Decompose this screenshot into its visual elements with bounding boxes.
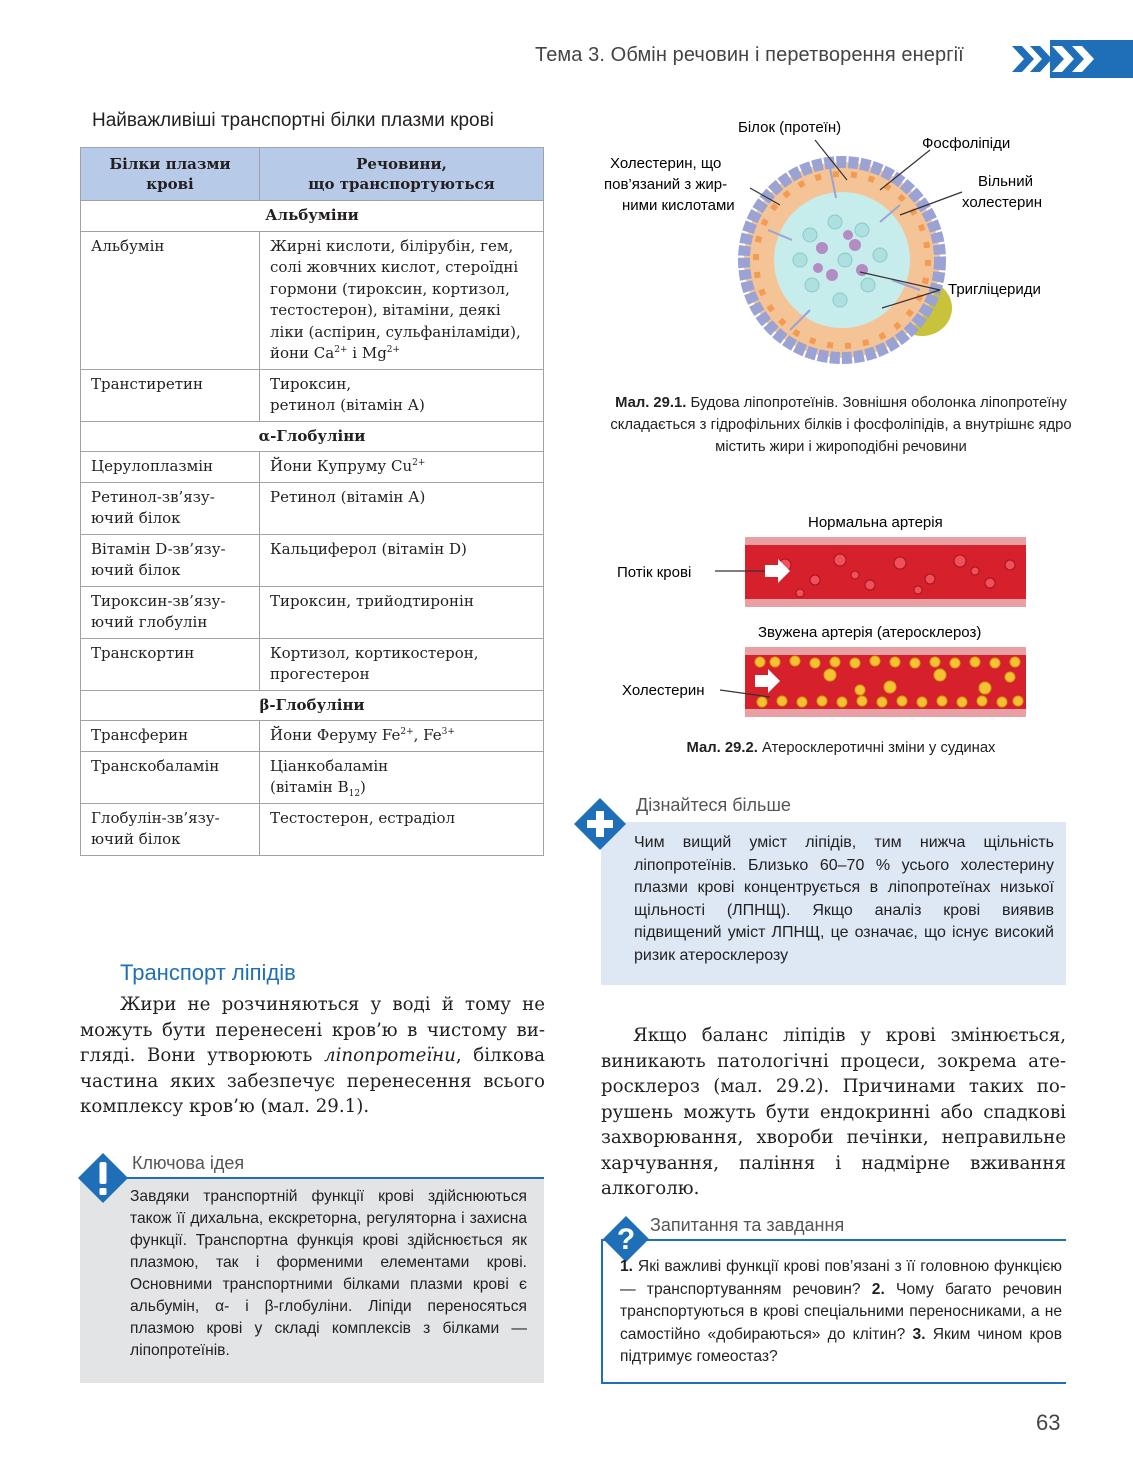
label-bound-cholesterol-2: пов’язаний з жир- (604, 176, 728, 193)
group-beta-globulins: β-Глобуліни (81, 690, 544, 721)
chapter-title: Тема 3. Обмін речовин і перетворення енергії (535, 44, 964, 66)
table-row (81, 751, 544, 803)
cell-protein: Транскобаламін (81, 751, 260, 803)
table-row (81, 586, 544, 638)
table-row (81, 452, 544, 483)
table-row (81, 803, 544, 855)
label-protein: Білок (протеїн) (738, 119, 842, 136)
body-paragraph: Якщо баланс ліпідів у крові змінюється, виникають патологічні процеси, зокрема атеросклероз (мал. 29.2). Причинами таких порушень можуть бути ендокринні або спадкові захворювання, хвороби печінки, неправильне харчування, паління і надмірне вживання алкоголю. (601, 1025, 1066, 1199)
table-row (81, 534, 544, 586)
cell-substance: Кальциферол (вітамін D) (260, 534, 544, 586)
cell-protein: Альбумін (81, 231, 260, 369)
questions-text: 1. Які важливі функції крові пов’язані з її головною функцією — транспортуванням речовин? 2. Чому багато речовин транспортуються в крові спеціальними переносниками, а не самостійно «добираються» до клітин? 3. Яким чином кров підтримує гомеостаз? (620, 1258, 1062, 1365)
svg-text:?: ? (616, 1223, 636, 1256)
cell-substance: Тироксин, трийодтиронін (260, 586, 544, 638)
table-row (81, 369, 544, 421)
label-free-cholesterol-1: Вільний (978, 173, 1033, 190)
label-bound-cholesterol-1: Холестерин, що (610, 155, 722, 172)
exclamation-icon (78, 1153, 128, 1203)
group-alpha-globulins: α-Глобуліни (81, 421, 544, 452)
label-normal-artery: Нормальна артерія (808, 514, 943, 531)
learn-more-title: Дізнайтеся більше (636, 795, 791, 815)
learn-more-text: Чим вищий уміст ліпідів, тим нижча щільність ліпопротеїнів. Близько 60–70 % усього холестерину плазми крові концентрується в ліпопротеїнах низької щільності (ЛПНЩ). Якщо аналіз крові виявив підвищений уміст ЛПНЩ, це означає, що існує високий ризик атеросклерозу (634, 834, 1054, 964)
label-triglycerides: Тригліцериди (948, 281, 1041, 298)
cell-substance: Йони Феруму $Fe^{2+}$, $Fe^{3+}$ (260, 721, 544, 752)
cell-substance: Кортизол, кортикостерон, прогестерон (260, 638, 544, 690)
body-paragraph: Жири не розчиняються у воді й тому не можуть бути перенесені кров’ю в чистому вигляді. Вони утворюють ліпопротеїни, білкова частина яких забезпечує перенесення всього комплексу кров’ю (мал. 29.1). (80, 994, 545, 1117)
page-number: 63 (1036, 1410, 1061, 1435)
label-narrowed-artery: Звужена артерія (атеросклероз) (758, 624, 982, 641)
group-albumins: Альбуміни (81, 201, 544, 232)
figure2-caption: Мал. 29.2. Атеросклеротичні зміни у судинах (686, 740, 996, 756)
chevron-arrows-icon (1010, 40, 1133, 78)
cell-protein: Тироксин-зв’язуючий глобулін (81, 586, 260, 638)
plasma-proteins-table (80, 147, 544, 856)
table-row (81, 231, 544, 369)
col-header-substances: Речовини, що транспортуються (260, 148, 544, 201)
table-caption: Найважливіші транспортні білки плазми крові (92, 110, 494, 131)
key-idea-text: Завдяки транспортній функції крові здійснюються також її дихальна, екскреторна, регуляторна і захисна функції. Транспортна функція крові здійснюється як плазмою, так і форменими елементами крові. Основними транспортними білками плазми крові є альбумін, α- і β-глобуліни. Ліпіди переносяться плазмою крові у складі комплексів з білками — ліпопротеїнів. (130, 1188, 527, 1359)
cell-substance: Тироксин, ретинол (вітамін А) (260, 369, 544, 421)
cell-protein: Ретинол-зв’язуючий білок (81, 482, 260, 534)
label-blood-flow: Потік крові (617, 564, 692, 581)
key-idea-rule (110, 1177, 544, 1179)
cell-substance: Жирні кислоти, білірубін, гем, солі жовчних кислот, стероїдні гормони (тироксин, кортизол, тестостерон), вітаміни, деякі ліки (аспірин, сульфаніламіди), йони $Ca^{2+}$ і $Mg^{2+}$ (260, 231, 544, 369)
key-idea-title: Ключова ідея (132, 1153, 245, 1173)
cell-substance: Ціанкобаламін (вітамін $B_{12}$) (260, 751, 544, 803)
artery-diagram (600, 505, 1080, 735)
questions-title: Запитання та завдання (650, 1215, 845, 1235)
cell-protein: Вітамін D-зв’язуючий білок (81, 534, 260, 586)
table-row (81, 721, 544, 752)
cell-protein: Транстиретин (81, 369, 260, 421)
cell-protein: Транскортин (81, 638, 260, 690)
label-cholesterol: Холестерин (622, 682, 705, 699)
col-header-proteins: Білки плазми крові (81, 148, 260, 201)
cell-protein: Трансферин (81, 721, 260, 752)
cell-substance: Ретинол (вітамін А) (260, 482, 544, 534)
table-row (81, 638, 544, 690)
cell-substance: Йони Купруму $Cu^{2+}$ (260, 452, 544, 483)
lipoprotein-diagram (600, 110, 1080, 385)
plus-icon (574, 798, 626, 850)
label-free-cholesterol-2: холестерин (962, 194, 1042, 211)
cell-substance: Тестостерон, естрадіол (260, 803, 544, 855)
label-phospholipids: Фосфоліпіди (922, 135, 1011, 152)
table-row (81, 482, 544, 534)
table-header-row (81, 148, 544, 201)
label-bound-cholesterol-3: ними кислотами (622, 197, 735, 214)
cell-protein: Церулоплазмін (81, 452, 260, 483)
figure1-caption: Мал. 29.1. Будова ліпопротеїнів. Зовнішня оболонка ліпопротеїну складається з гідрофільних білків і фосфоліпідів, а внутрішнє ядро містить жири і жироподібні речовини (610, 395, 1072, 455)
section-heading: Транспорт ліпідів (120, 960, 296, 985)
cell-protein: Глобулін-зв’язуючий білок (81, 803, 260, 855)
